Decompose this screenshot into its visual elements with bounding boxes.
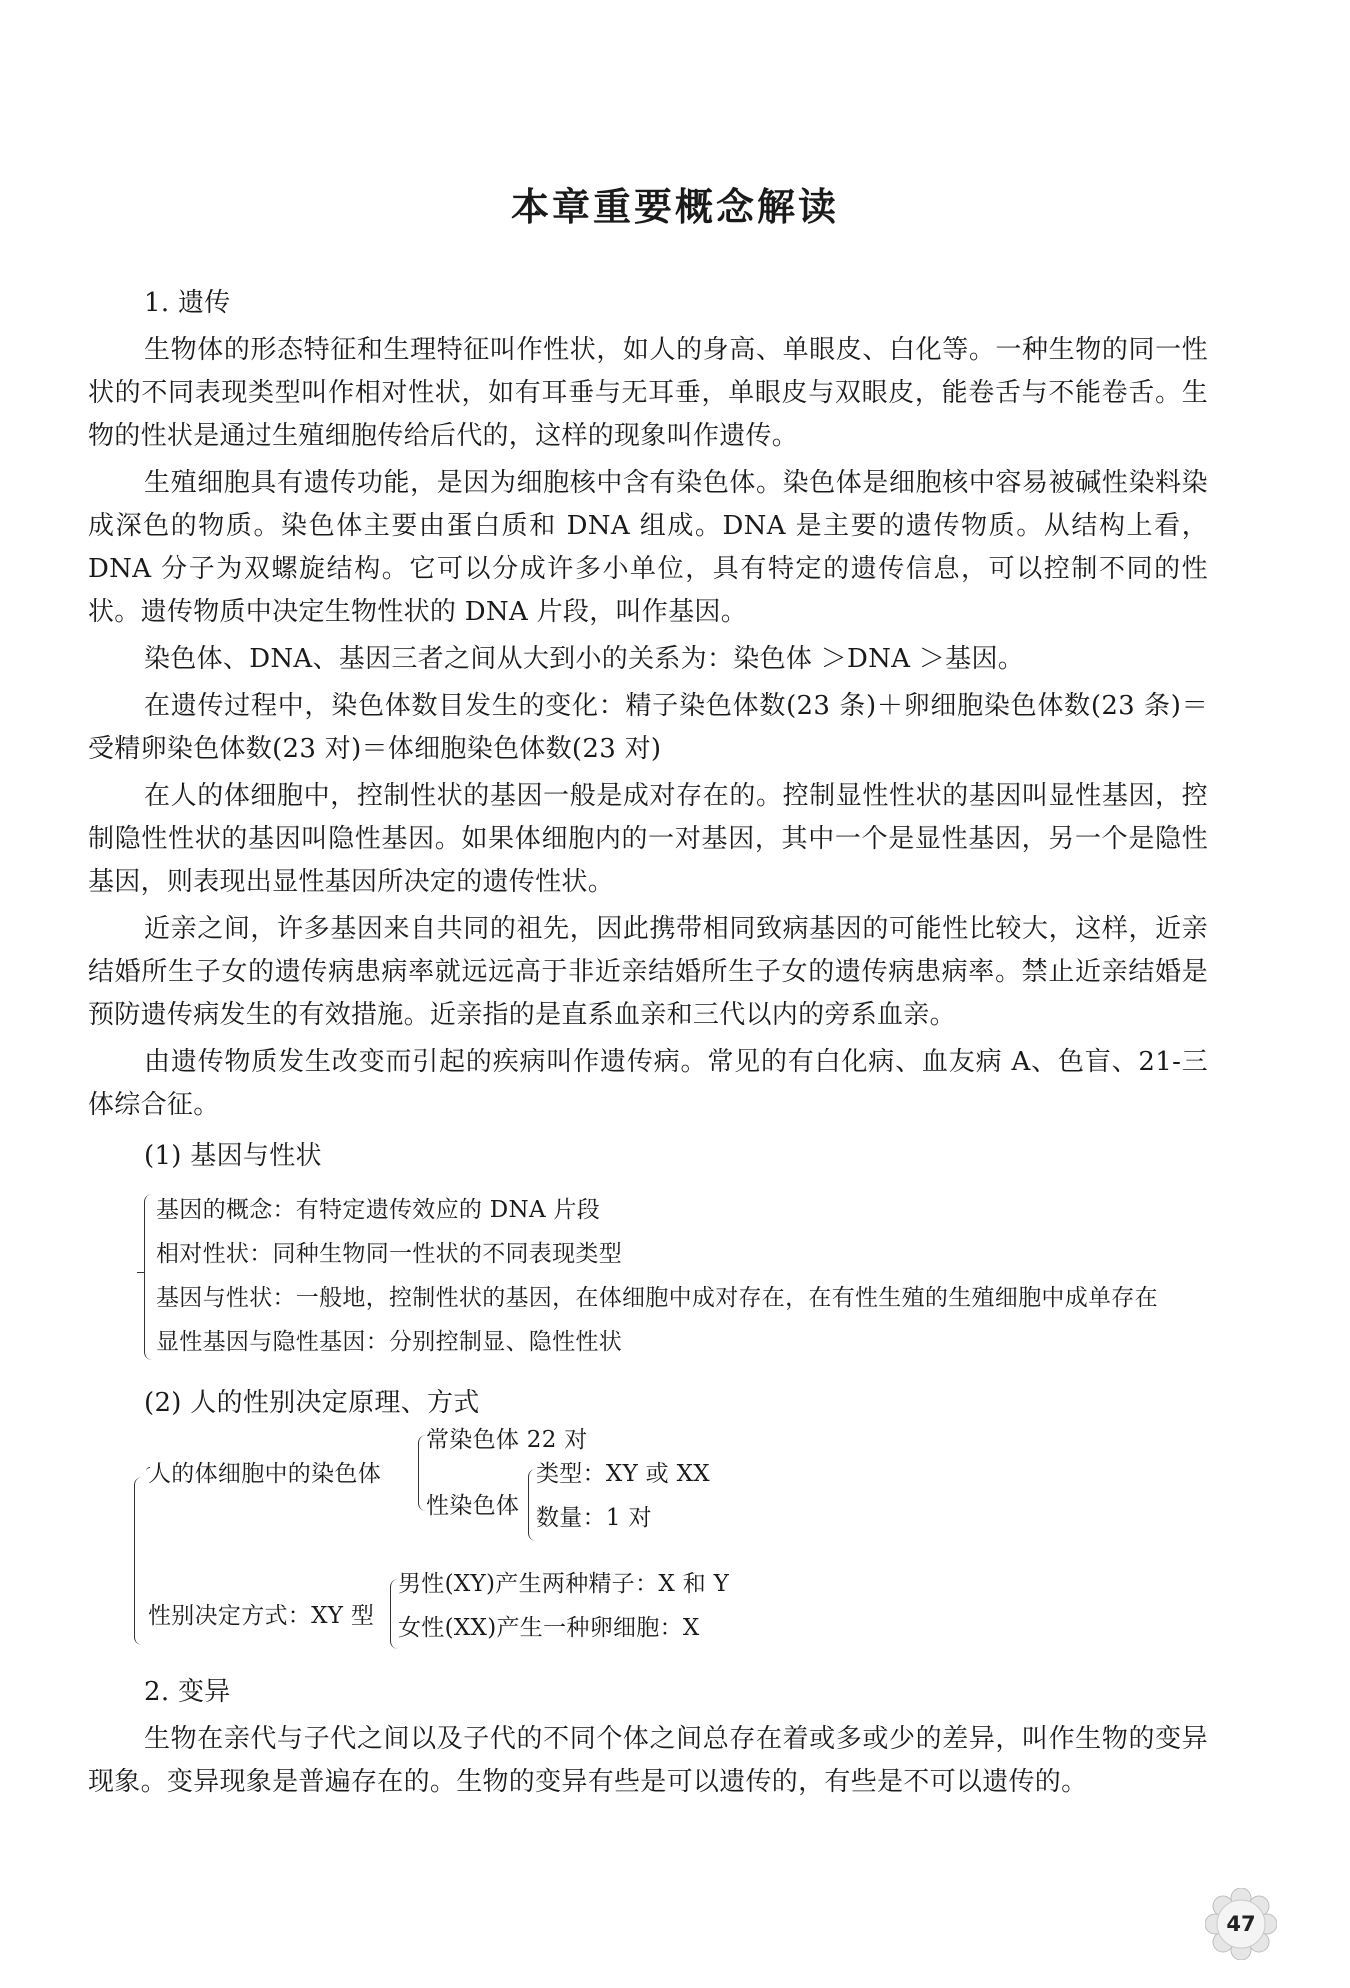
paragraph: 染色体、DNA、基因三者之间从大到小的关系为：染色体 ＞DNA ＞基因。 bbox=[144, 644, 1025, 674]
paragraph: 生殖细胞具有遗传功能，是因为细胞核中含有染色体。染色体是细胞核中容易被碱性染料染成深色的物质。染色体主要由蛋白质和 DNA 组成。DNA 是主要的遗传物质。从结构上看，DNA 分子为双螺旋结构。它可以分成许多小单位，具有特定的遗传信息，可以控制不同的性状。遗传物质中决定生物性状的 DNA 片段，叫作基因。 bbox=[88, 468, 1208, 627]
subsection-heading-sex-determination: (2) 人的性别决定原理、方式 bbox=[144, 1388, 480, 1418]
tree-node-count: 数量：1 对 bbox=[536, 1505, 652, 1531]
tree-item: 显性基因与隐性基因：分别控制显、隐性性状 bbox=[156, 1329, 622, 1355]
brace bbox=[390, 1579, 398, 1649]
brace bbox=[418, 1435, 426, 1511]
paragraph: 生物在亲代与子代之间以及子代的不同个体之间总存在着或多或少的差异，叫作生物的变异现象。变异现象是普遍存在的。生物的变异有些是可以遗传的，有些是不可以遗传的。 bbox=[88, 1724, 1208, 1797]
page-number: 47 bbox=[1226, 1912, 1256, 1936]
paragraph: 生物体的形态特征和生理特征叫作性状，如人的身高、单眼皮、白化等。一种生物的同一性状的不同表现类型叫作相对性状，如有耳垂与无耳垂，单眼皮与双眼皮，能卷舌与不能卷舌。生物的性状是通过生殖细胞传给后代的，这样的现象叫作遗传。 bbox=[88, 335, 1208, 451]
paragraph: 在人的体细胞中，控制性状的基因一般是成对存在的。控制显性性状的基因叫显性基因，控制隐性性状的基因叫隐性基因。如果体细胞内的一对基因，其中一个是显性基因，另一个是隐性基因，则表现出显性基因所决定的遗传性状。 bbox=[88, 781, 1208, 897]
brace bbox=[528, 1469, 536, 1541]
tree-item: 相对性状：同种生物同一性状的不同表现类型 bbox=[156, 1241, 622, 1267]
tree-item: 基因与性状：一般地，控制性状的基因，在体细胞中成对存在，在有性生殖的生殖细胞中成单存在 bbox=[156, 1285, 1158, 1311]
tree-node-sex-chromosome: 性染色体 bbox=[426, 1493, 520, 1519]
tree-node-mode: 性别决定方式：XY 型 bbox=[148, 1603, 375, 1629]
concept-tree-sex-determination bbox=[134, 1427, 1208, 1663]
tree-node-chromosomes: 人的体细胞中的染色体 bbox=[148, 1461, 381, 1487]
subsection-heading-genes-traits: (1) 基因与性状 bbox=[144, 1141, 322, 1171]
paragraph: 在遗传过程中，染色体数目发生的变化：精子染色体数(23 条)＋卵细胞染色体数(23 条)＝受精卵染色体数(23 对)＝体细胞染色体数(23 对) bbox=[88, 691, 1208, 764]
tree-node-male: 男性(XY)产生两种精子：X 和 Y bbox=[398, 1571, 730, 1597]
page-number-badge bbox=[1205, 1888, 1277, 1960]
tree-node-type: 类型：XY 或 XX bbox=[536, 1461, 710, 1487]
section-heading-heredity: 1. 遗传 bbox=[144, 288, 231, 318]
tree-item: 基因的概念：有特定遗传效应的 DNA 片段 bbox=[156, 1197, 601, 1223]
page-title: 本章重要概念解读 bbox=[510, 185, 839, 229]
section-heading-variation: 2. 变异 bbox=[144, 1677, 231, 1707]
brace bbox=[134, 1477, 142, 1645]
brace bbox=[144, 1194, 154, 1360]
tree-node-autosome: 常染色体 22 对 bbox=[426, 1427, 588, 1453]
concept-tree-genes bbox=[144, 1188, 1208, 1364]
paragraph: 近亲之间，许多基因来自共同的祖先，因此携带相同致病基因的可能性比较大，这样，近亲结婚所生子女的遗传病患病率就远远高于非近亲结婚所生子女的遗传病患病率。禁止近亲结婚是预防遗传病发生的有效措施。近亲指的是直系血亲和三代以内的旁系血亲。 bbox=[88, 914, 1208, 1030]
tree-node-female: 女性(XX)产生一种卵细胞：X bbox=[398, 1615, 700, 1641]
page-body bbox=[88, 282, 1208, 1808]
paragraph: 由遗传物质发生改变而引起的疾病叫作遗传病。常见的有白化病、血友病 A、色盲、21-三体综合征。 bbox=[88, 1047, 1208, 1120]
